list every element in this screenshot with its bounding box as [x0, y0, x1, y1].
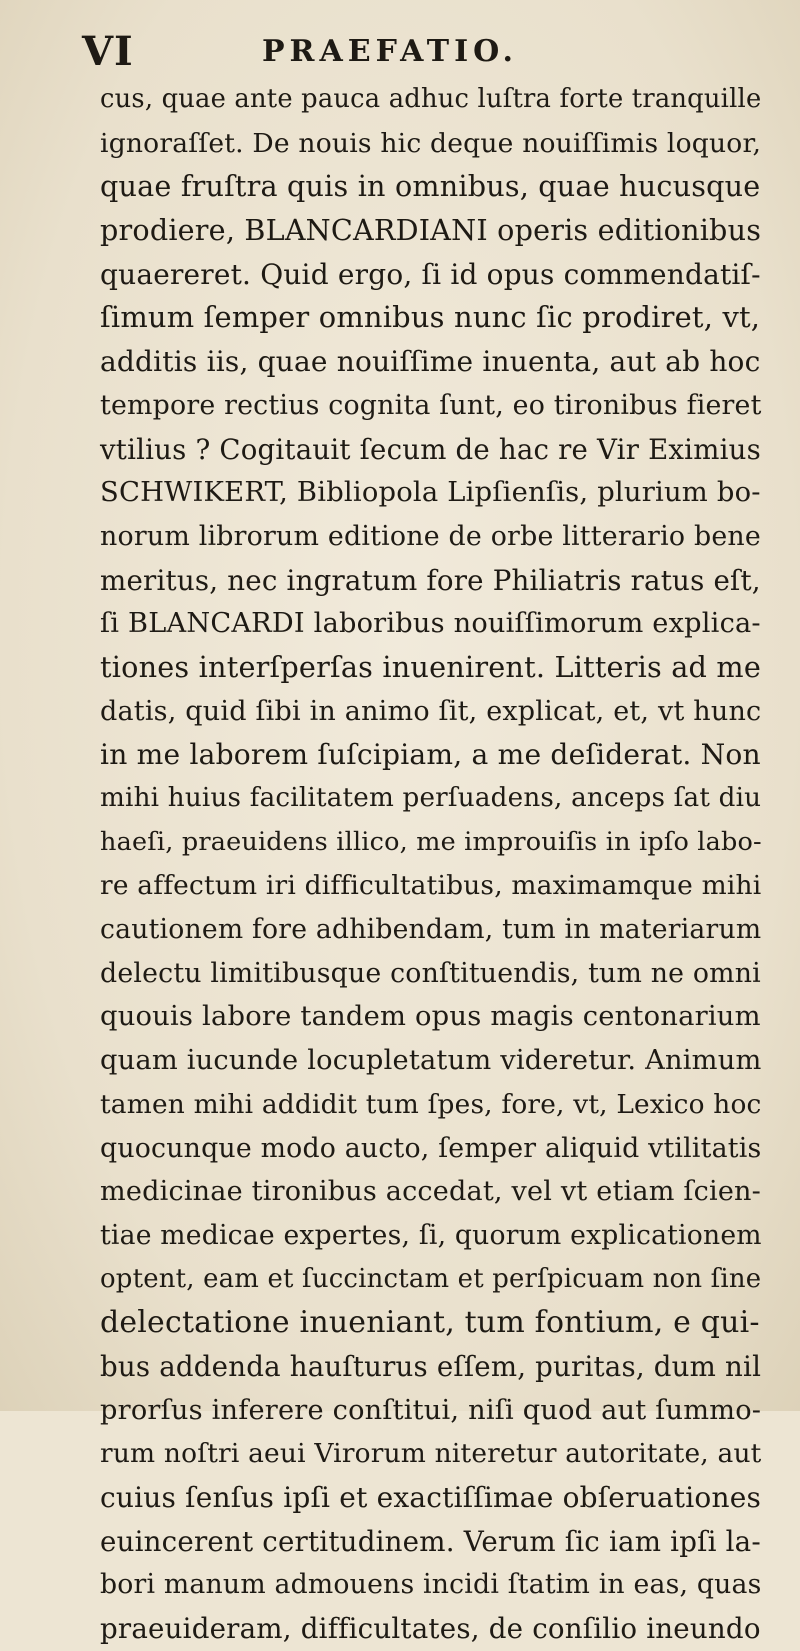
text-line: mihi huius facilitatem perſuadens, anceps ſat diu: [100, 783, 762, 813]
text-line: meritus, nec ingratum fore Philiatris ratus eſt,: [100, 563, 761, 597]
text-line: additis iis, quae nouiſſime inuenta, aut ab hoc: [100, 345, 761, 379]
text-line: ignoraſſet. De nouis hic deque nouiſſimis loquor,: [100, 127, 762, 159]
text-line: delectu limitibusque conſtituendis, tum ne omni: [100, 957, 761, 989]
text-line: SCHWIKERT, Bibliopola Lipſienſis, plurium bo-: [100, 477, 761, 509]
text-line: quam iucunde locupletatum videretur. Animum: [100, 1045, 762, 1077]
text-line: euincerent certitudinem. Verum ſic iam ipſi la-: [100, 1524, 761, 1558]
text-line: tamen mihi addidit tum ſpes, fore, vt, Lexico hoc: [100, 1088, 762, 1120]
text-line: cuius ſenſus ipſi et exactiſſimae obſeruationes: [100, 1481, 762, 1514]
text-line: vtilius ? Cogitauit ſecum de hac re Vir Eximius: [100, 432, 761, 466]
text-line: bori manum admouens incidi ſtatim in eas, quas: [100, 1569, 762, 1601]
text-line: delectatione inueniant, tum fontium, e qui-: [100, 1305, 760, 1341]
text-line: praeuideram, difficultates, de conſilio ineundo: [100, 1612, 761, 1646]
running-head: PRAEFATIO.: [262, 34, 518, 69]
text-line: bus addenda hauſturus eſſem, puritas, dum nil: [100, 1349, 762, 1383]
text-line: prorſus inferere conſtitui, niſi quod aut ſummo-: [100, 1394, 762, 1426]
text-line: quouis labore tandem opus magis centonarium: [100, 1001, 761, 1033]
text-line: cautionem fore adhibendam, tum in materiarum: [100, 914, 762, 946]
text-line: ſi BLANCARDI laboribus nouiſſimorum explica-: [100, 608, 761, 640]
text-line: re affectum iri difficultatibus, maximamque mihi: [100, 870, 762, 902]
text-line: quocunque modo aucto, ſemper aliquid vtilitatis: [100, 1132, 762, 1164]
text-line: datis, quid ſibi in animo ſit, explicat, et, vt hunc: [100, 695, 762, 727]
page-header: [82, 28, 722, 74]
text-line: tiae medicae expertes, ſi, quorum explicationem: [100, 1219, 762, 1251]
text-line: rum noſtri aeui Virorum niteretur autoritate, aut: [100, 1438, 762, 1470]
text-line: prodiere, BLANCARDIANI operis editionibus: [100, 213, 762, 248]
text-line: quae fruſtra quis in omnibus, quae hucusque: [100, 169, 761, 204]
text-line: quaereret. Quid ergo, ſi id opus commendatiſ-: [100, 257, 761, 291]
text-line: tiones interſperſas inuenirent. Litteris ad me: [100, 649, 762, 684]
text-line: medicinae tironibus accedat, vel vt etiam ſcien-: [100, 1176, 762, 1208]
text-line: cus, quae ante pauca adhuc luſtra forte tranquille: [100, 84, 762, 114]
text-line: haeſi, praeuidens illico, me improuiſis in ipſo labo-: [100, 826, 762, 857]
text-line: norum librorum editione de orbe litterario bene: [100, 520, 761, 552]
text-line: tempore rectius cognita ſunt, eo tironibus fieret: [100, 389, 762, 421]
text-line: in me laborem ſuſcipiam, a me deſiderat. Non: [100, 738, 761, 772]
text-line: optent, eam et ſuccinctam et perſpicuam non ſine: [100, 1263, 762, 1294]
body-text: [100, 78, 762, 1651]
text-line: ſimum ſemper omnibus nunc ſic prodiret, vt,: [100, 300, 761, 335]
page-number: VI: [82, 28, 134, 75]
